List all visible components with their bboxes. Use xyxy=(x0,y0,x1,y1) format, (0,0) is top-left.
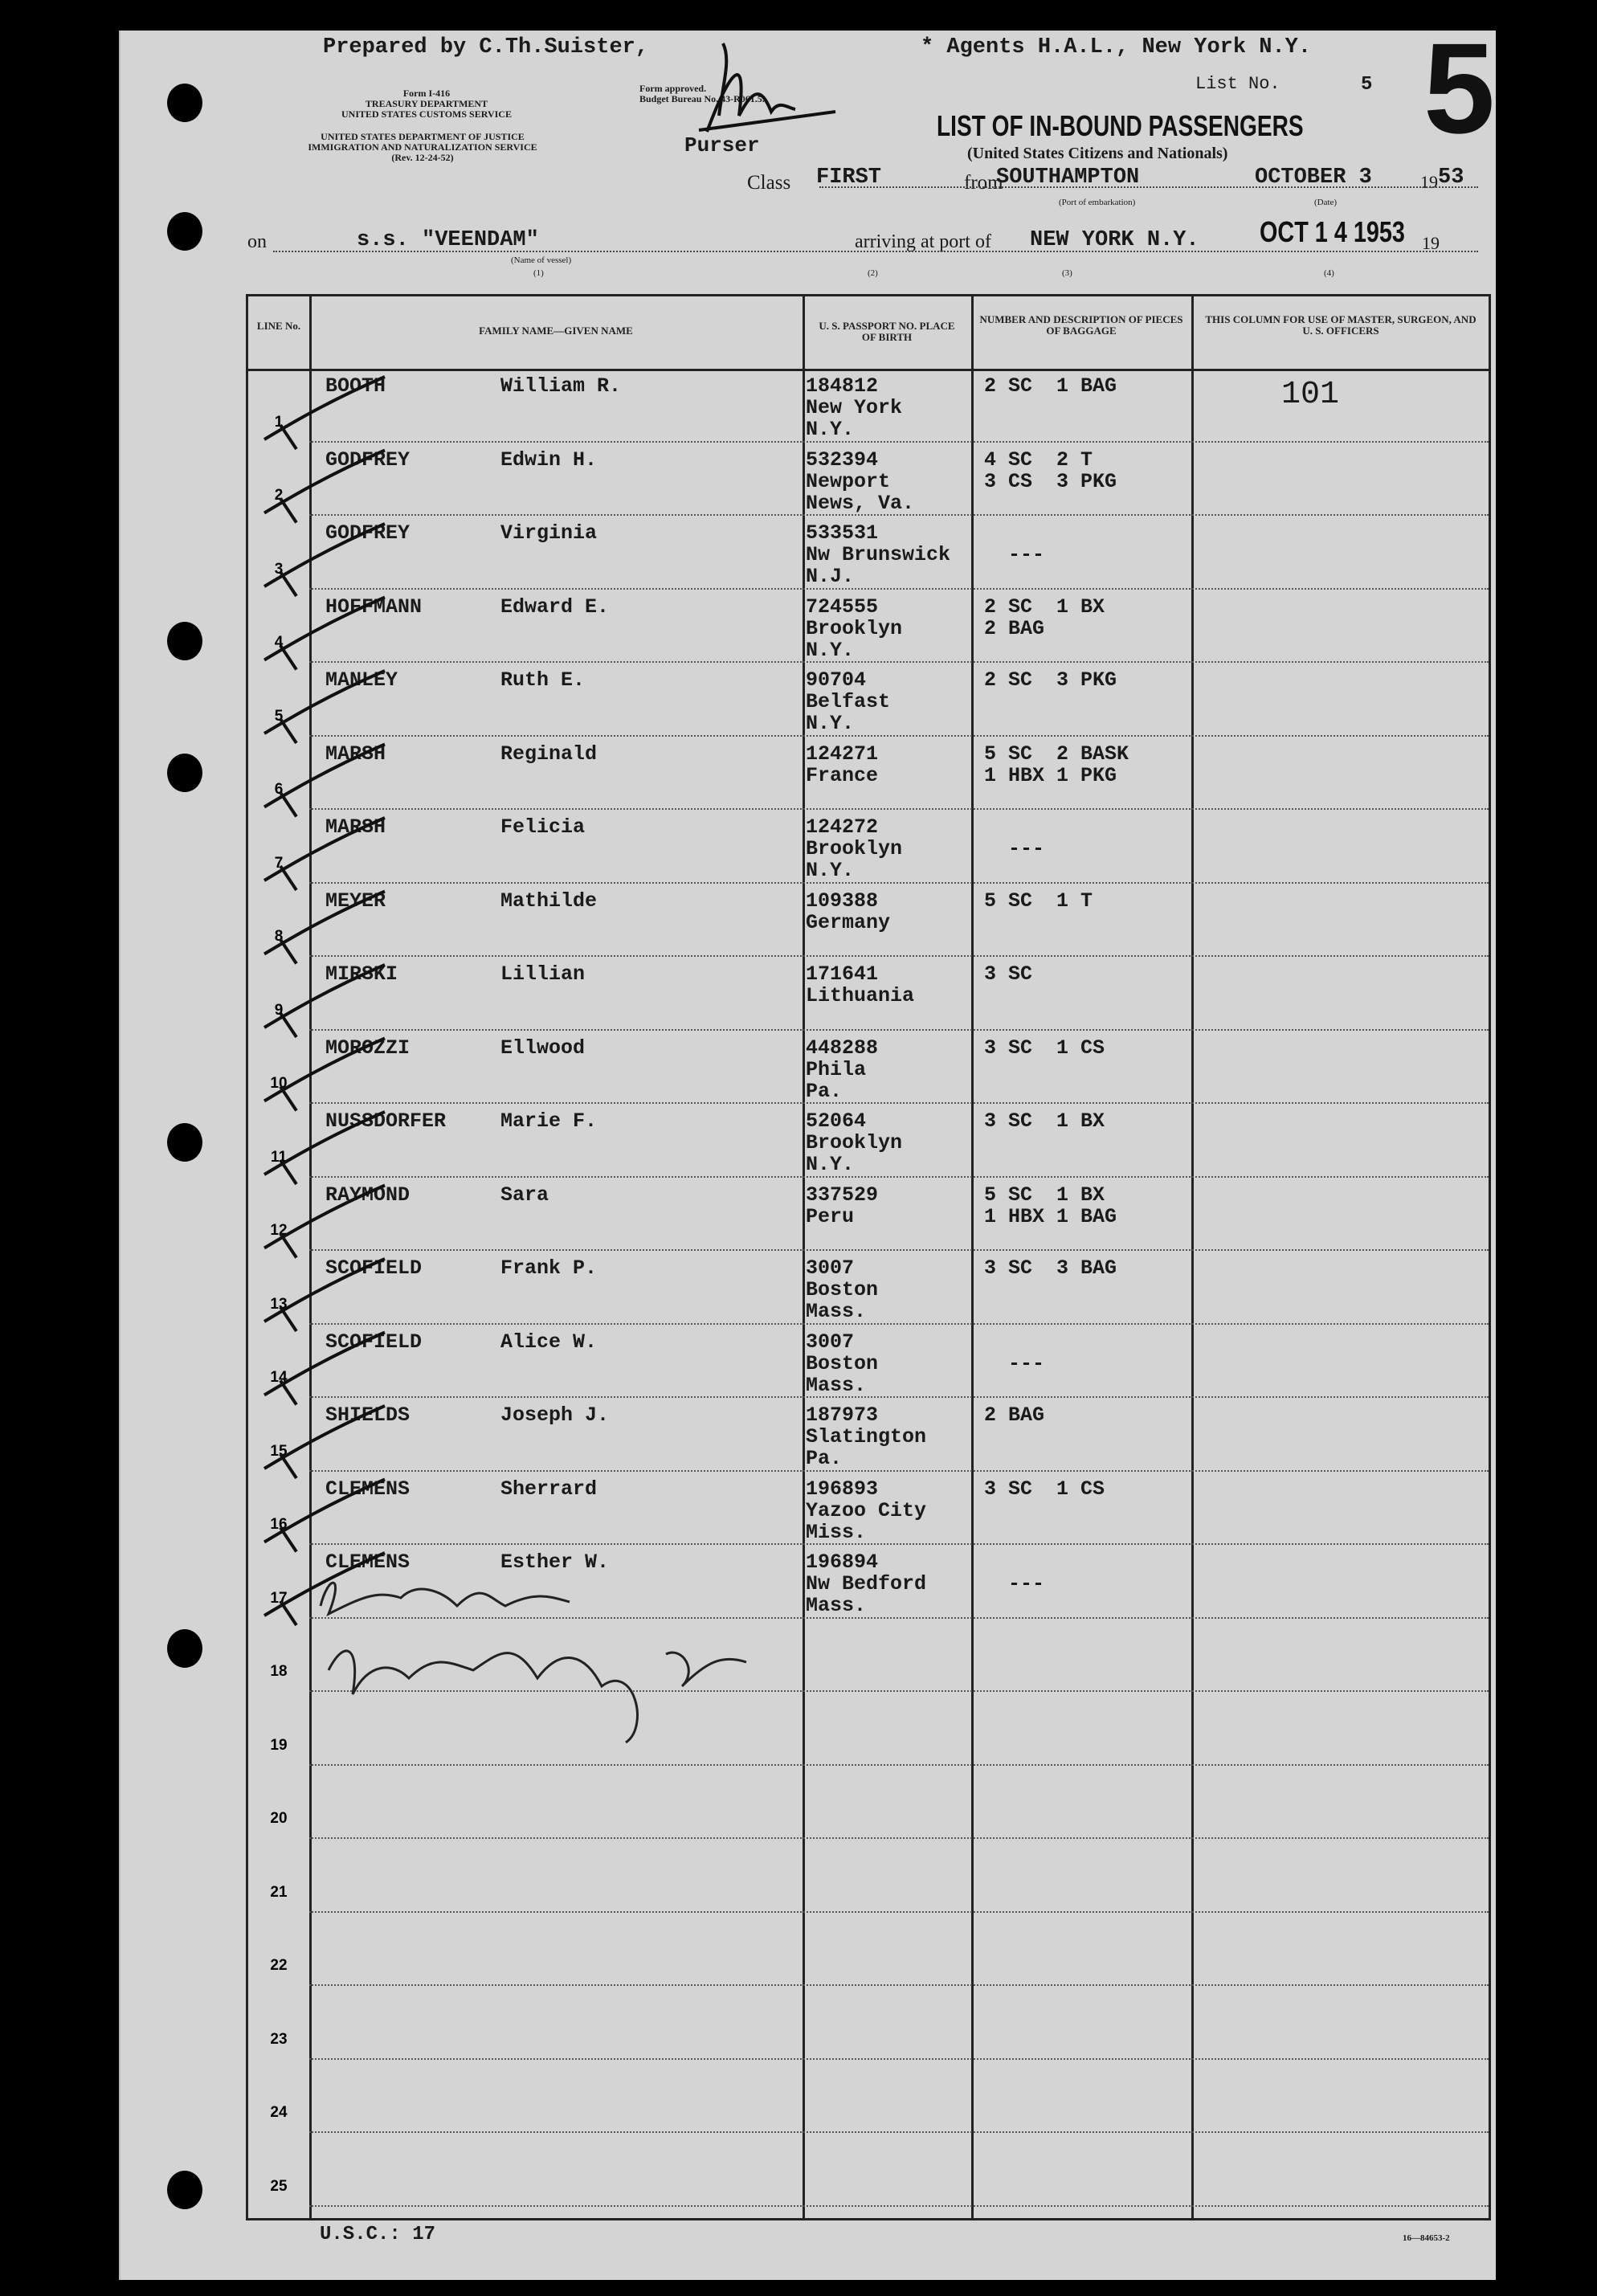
check-mark xyxy=(264,1112,385,1184)
port-caption: (Port of embarkation) xyxy=(1059,198,1136,207)
purser-label: Purser xyxy=(684,133,760,157)
line-number: 18 xyxy=(270,1663,288,1680)
on-label: on xyxy=(247,231,267,252)
given-name: Virginia xyxy=(500,521,598,545)
family-name: MIRSKI xyxy=(325,962,398,986)
baggage: 3 SC 1 BX xyxy=(984,1109,1105,1133)
baggage: --- xyxy=(1008,1351,1045,1375)
check-mark xyxy=(264,374,386,449)
vessel-caption: (Name of vessel) xyxy=(511,255,572,265)
given-name: Edwin H. xyxy=(500,447,598,472)
line-number: 14 xyxy=(270,1369,288,1386)
given-name: Joseph J. xyxy=(500,1403,610,1427)
check-mark xyxy=(264,1186,385,1258)
given-name: Sherrard xyxy=(500,1477,598,1501)
passenger-table xyxy=(246,294,1491,2220)
document-title: LIST OF IN-BOUND PASSENGERS xyxy=(937,109,1304,142)
col-index-3: (3) xyxy=(1062,268,1072,278)
prepared-by: Prepared by C.Th.Suister, xyxy=(323,35,649,59)
line-number: 9 xyxy=(274,1001,284,1019)
check-mark xyxy=(264,965,385,1037)
given-name: Mathilde xyxy=(500,889,598,913)
col-header-passport: U. S. PASSPORT NO. PLACE OF BIRTH xyxy=(819,320,955,343)
baggage: 5 SC 1 T xyxy=(984,889,1093,913)
given-name: Alice W. xyxy=(500,1330,598,1354)
check-mark xyxy=(264,889,386,964)
family-name: MANLEY xyxy=(325,668,398,692)
departure-date: OCTOBER 3 xyxy=(1255,165,1372,190)
passport-birthplace: 532394 Newport News, Va. xyxy=(806,447,915,515)
line-number: 3 xyxy=(274,560,284,578)
baggage: 5 SC 2 BASK 1 HBX 1 PKG xyxy=(984,742,1129,787)
passport-birthplace: 196893 Yazoo City Miss. xyxy=(806,1477,927,1544)
binder-hole xyxy=(167,1123,202,1162)
line-number: 6 xyxy=(274,781,284,798)
line-number: 21 xyxy=(270,1883,288,1901)
family-name: RAYMOND xyxy=(325,1183,410,1207)
line-number: 24 xyxy=(270,2104,288,2121)
check-mark xyxy=(264,524,385,596)
arrival-date-stamp: OCT 1 4 1953 xyxy=(1260,215,1405,248)
line-number: 5 xyxy=(274,707,284,725)
arriving-label: arriving at port of xyxy=(855,231,991,252)
given-name: Sara xyxy=(500,1183,549,1207)
line-number: 15 xyxy=(270,1442,288,1460)
check-mark xyxy=(264,671,385,743)
passport-birthplace: 533531 Nw Brunswick N.J. xyxy=(806,521,951,588)
family-name: SCOFIELD xyxy=(325,1330,423,1354)
given-name: Ellwood xyxy=(500,1036,586,1060)
family-name: GODFREY xyxy=(325,447,410,472)
check-mark xyxy=(264,1333,385,1405)
family-name: CLEMENS xyxy=(325,1550,410,1574)
given-name: Frank P. xyxy=(500,1256,598,1280)
date-caption: (Date) xyxy=(1314,198,1338,207)
passport-birthplace: 184812 New York N.Y. xyxy=(806,374,903,441)
line-number: 10 xyxy=(270,1075,288,1092)
year-suffix: 53 xyxy=(1438,165,1464,190)
footer-code: U.S.C.: 17 xyxy=(320,2224,436,2245)
from-label: from xyxy=(964,172,1003,194)
family-name: MARSH xyxy=(325,742,386,766)
passport-birthplace: 337529 Peru xyxy=(806,1183,879,1228)
document-subtitle: (United States Citizens and Nationals) xyxy=(967,145,1228,162)
officer-note: 101 xyxy=(1281,377,1340,413)
baggage: 2 BAG xyxy=(984,1403,1045,1427)
given-name: Esther W. xyxy=(500,1550,610,1574)
line-number: 23 xyxy=(270,2030,288,2048)
passport-birthplace: 724555 Brooklyn N.Y. xyxy=(806,594,903,662)
col-header-officers: THIS COLUMN FOR USE OF MASTER, SURGEON, AND U. S. OFFICERS xyxy=(1205,313,1477,337)
col-index-4: (4) xyxy=(1324,268,1334,278)
list-no-label: List No. xyxy=(1195,74,1280,94)
line-number: 7 xyxy=(274,854,284,872)
given-name: Ruth E. xyxy=(500,668,586,692)
given-name: Felicia xyxy=(500,815,586,839)
line-number: 19 xyxy=(270,1736,288,1754)
line-number: 22 xyxy=(270,1957,288,1974)
family-name: MARSH xyxy=(325,815,386,839)
col-header-line: LINE No. xyxy=(256,320,301,332)
family-name: HOFFMANN xyxy=(325,594,423,619)
list-no-value: 5 xyxy=(1361,74,1373,96)
family-name: CLEMENS xyxy=(325,1477,410,1501)
line-number: 2 xyxy=(274,487,284,504)
print-code: 16—84653-2 xyxy=(1403,2233,1450,2243)
baggage: 3 SC 1 CS xyxy=(984,1036,1105,1060)
line-number: 4 xyxy=(274,634,284,651)
col-header-baggage: NUMBER AND DESCRIPTION OF PIECES OF BAGGAGE xyxy=(979,313,1183,337)
binder-hole xyxy=(167,212,202,251)
given-name: Edward E. xyxy=(500,594,610,619)
family-name: GODFREY xyxy=(325,521,410,545)
given-name: Reginald xyxy=(500,742,598,766)
passport-birthplace: 124272 Brooklyn N.Y. xyxy=(806,815,903,882)
baggage: 3 SC 3 BAG xyxy=(984,1256,1117,1280)
family-name: MOROZZI xyxy=(325,1036,410,1060)
baggage: --- xyxy=(1008,543,1045,566)
baggage: 3 SC xyxy=(984,962,1033,986)
passport-birthplace: 90704 Belfast N.Y. xyxy=(806,668,891,735)
baggage: --- xyxy=(1008,837,1045,860)
check-mark xyxy=(264,1259,385,1331)
given-name: Lillian xyxy=(500,962,586,986)
line-number: 13 xyxy=(270,1295,288,1313)
given-name: Marie F. xyxy=(500,1109,598,1133)
line-number: 25 xyxy=(270,2177,288,2195)
given-name: William R. xyxy=(500,374,622,398)
col-header-name: FAMILY NAME—GIVEN NAME xyxy=(479,325,633,337)
family-name: MEYER xyxy=(325,889,386,913)
check-mark xyxy=(264,1039,385,1111)
passport-birthplace: 196894 Nw Bedford Mass. xyxy=(806,1550,927,1617)
line-number: 8 xyxy=(274,928,284,945)
check-mark xyxy=(264,815,386,890)
binder-hole xyxy=(167,1629,202,1668)
doj-block: UNITED STATES DEPARTMENT OF JUSTICE IMMIGRATION AND NATURALIZATION SERVICE (Rev. 12-24-52) xyxy=(308,131,537,163)
check-mark xyxy=(264,1480,385,1552)
baggage: 3 SC 1 CS xyxy=(984,1477,1105,1501)
agents-line: * Agents H.A.L., New York N.Y. xyxy=(921,35,1312,59)
year-prefix: 19 xyxy=(1420,172,1438,192)
baggage: 5 SC 1 BX 1 HBX 1 BAG xyxy=(984,1183,1117,1228)
baggage: 2 SC 1 BAG xyxy=(984,374,1117,398)
check-mark xyxy=(264,598,385,670)
list-big-number: 5 xyxy=(1423,16,1495,160)
inspector-signature xyxy=(296,1566,794,1751)
vessel-name: s.s. "VEENDAM" xyxy=(357,228,539,252)
family-name: BOOTH xyxy=(325,374,386,398)
col-index-1: (1) xyxy=(533,268,544,278)
passport-birthplace: 124271 France xyxy=(806,742,879,787)
form-approved: Form approved. Budget Bureau No. 43-R061.5. xyxy=(639,83,765,104)
baggage: 2 SC 3 PKG xyxy=(984,668,1117,692)
purser-signature xyxy=(675,35,843,148)
check-mark xyxy=(264,451,385,523)
line-number: 12 xyxy=(270,1222,288,1239)
arrival-port: NEW YORK N.Y. xyxy=(1030,228,1199,252)
family-name: SHIELDS xyxy=(325,1403,410,1427)
class-value: FIRST xyxy=(816,165,882,190)
line-number: 20 xyxy=(270,1810,288,1827)
baggage: 4 SC 2 T 3 CS 3 PKG xyxy=(984,447,1117,493)
baggage: 2 SC 1 BX 2 BAG xyxy=(984,594,1105,640)
binder-hole xyxy=(167,84,202,122)
passport-birthplace: 171641 Lithuania xyxy=(806,962,915,1007)
family-name: SCOFIELD xyxy=(325,1256,423,1280)
form-number: Form I-416 TREASURY DEPARTMENT UNITED STATES CUSTOMS SERVICE xyxy=(341,88,512,120)
binder-hole xyxy=(167,754,202,792)
col-index-2: (2) xyxy=(868,268,878,278)
line-number: 1 xyxy=(274,413,284,431)
passport-birthplace: 448288 Phila Pa. xyxy=(806,1036,879,1103)
passport-birthplace: 3007 Boston Mass. xyxy=(806,1330,879,1397)
check-mark xyxy=(264,1406,385,1478)
line-number: 16 xyxy=(270,1516,288,1533)
passport-birthplace: 187973 Slatington Pa. xyxy=(806,1403,927,1470)
passport-birthplace: 3007 Boston Mass. xyxy=(806,1256,879,1323)
check-mark xyxy=(264,742,386,817)
family-name: NUSSDORFER xyxy=(325,1109,447,1133)
line-number: 11 xyxy=(270,1148,288,1166)
arrival-year-prefix: 19 xyxy=(1422,233,1440,253)
passport-birthplace: 52064 Brooklyn N.Y. xyxy=(806,1109,903,1176)
baggage: --- xyxy=(1008,1572,1045,1595)
class-label: Class xyxy=(747,172,791,194)
from-value: SOUTHAMPTON xyxy=(996,165,1140,190)
passport-birthplace: 109388 Germany xyxy=(806,889,891,934)
line-number: 17 xyxy=(270,1589,288,1607)
binder-hole xyxy=(167,2171,202,2209)
check-marks xyxy=(248,296,1493,2223)
binder-hole xyxy=(167,622,202,660)
